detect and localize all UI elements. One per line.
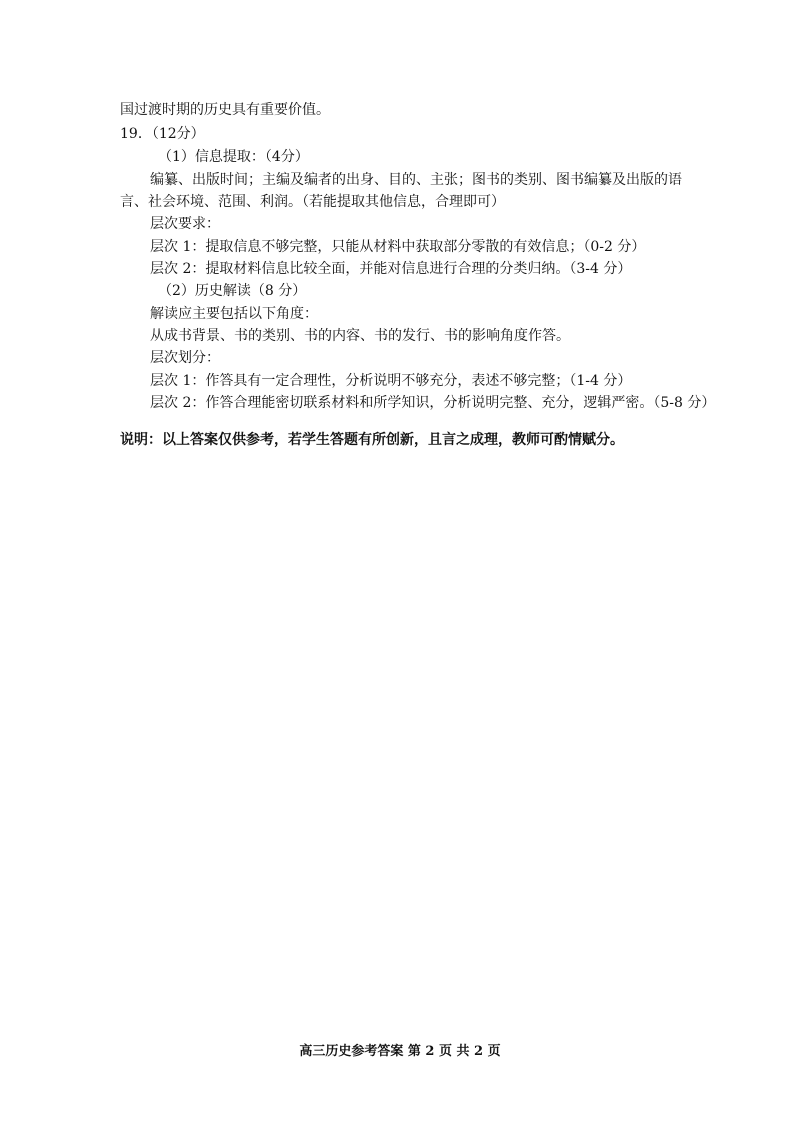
interpretation-angles: 从成书背景、书的类别、书的内容、书的发行、书的影响角度作答。 [150,328,570,344]
level-requirement-heading: 层次要求： [150,216,220,232]
page-footer: 高三历史参考答案 第 2 页 共 2 页 [299,1044,501,1059]
level-item: 层次 1：作答具有一定合理性，分析说明不够充分，表述不够完整；（1-4 分） [150,373,632,389]
interpretation-intro: 解读应主要包括以下角度： [150,306,318,322]
question-number: 19．（12分） [120,126,205,142]
level-item: 层次 2：作答合理能密切联系材料和所学知识，分析说明完整、充分，逻辑严密。（5-8 分） [150,395,716,411]
level-item: 层次 2：提取材料信息比较全面，并能对信息进行合理的分类归纳。（3-4 分） [150,261,632,277]
section-heading-info: （1）信息提取：（4分） [158,149,309,165]
section-heading-interpretation: （2）历史解读（8 分） [158,283,307,299]
info-content-line: 编纂、出版时间；主编及编者的出身、目的、主张；图书的类别、图书编纂及出版的语 [150,172,682,188]
level-division-heading: 层次划分： [150,350,220,366]
text-line-continuation: 国过渡时期的历史具有重要价值。 [120,102,330,118]
info-content-line: 言、社会环境、范围、利润。（若能提取其他信息，合理即可） [120,194,505,210]
grading-note: 说明：以上答案仅供参考，若学生答题有所创新，且言之成理，教师可酌情赋分。 [120,432,624,448]
level-item: 层次 1：提取信息不够完整，只能从材料中获取部分零散的有效信息；（0-2 分） [150,239,646,255]
